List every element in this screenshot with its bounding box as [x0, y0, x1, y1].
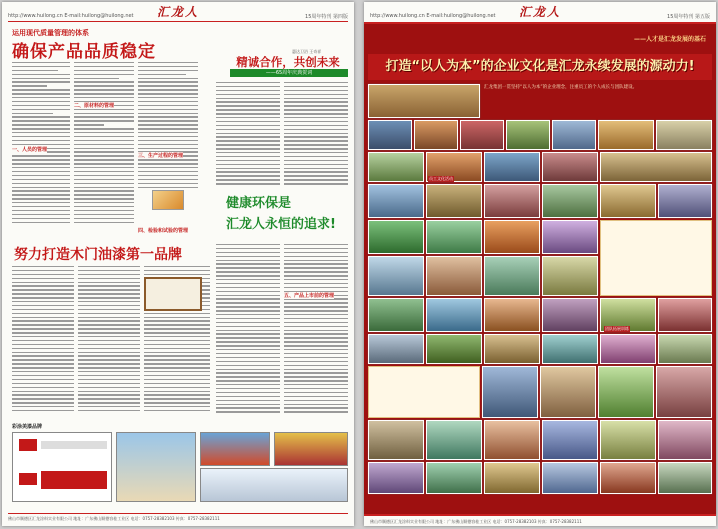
photo-45 — [426, 420, 482, 460]
article-green-body-a — [216, 244, 280, 416]
photo-6 — [552, 120, 596, 150]
photo-55 — [658, 462, 712, 494]
photo-11 — [484, 152, 540, 182]
article-quality-body-b — [74, 62, 134, 227]
headline-door-paint: 努力打造木门油漆第一品牌 — [14, 247, 182, 263]
photo-20 — [368, 220, 424, 254]
ad-logo-mark-1 — [19, 439, 37, 451]
photo-48 — [600, 420, 656, 460]
photo-34 — [368, 334, 424, 364]
photo-21 — [426, 220, 482, 254]
right-header — [364, 2, 716, 24]
photo-40 — [482, 366, 538, 418]
photo-46 — [484, 420, 540, 460]
photo-4 — [460, 120, 504, 150]
right-page — [364, 2, 716, 526]
headline-cooperation: 精诚合作，共创未来 — [236, 55, 340, 69]
left-header-meta: 15周年特刊 第四版 — [305, 14, 348, 20]
photo-25 — [426, 256, 482, 296]
photo-35 — [426, 334, 482, 364]
photo-52 — [484, 462, 540, 494]
left-header — [8, 5, 348, 22]
photo-19 — [658, 184, 712, 218]
photo-41 — [540, 366, 596, 418]
headline-culture: 打造“以人为本”的企业文化是汇龙永续发展的源动力! — [368, 54, 712, 80]
photo-36 — [484, 334, 540, 364]
ad-shop-front — [274, 432, 348, 466]
photo-3 — [414, 120, 458, 150]
left-footer: 佛山市顺德区汇龙涂料实业有限公司 地址：广东佛山顺德容桂工业区 电话：0757-28382103 传真：0757-28382111 — [8, 513, 348, 522]
green-headline-line2: 汇龙人永恒的追求! — [226, 217, 336, 232]
right-header-url: http://www.huilong.cn E-mail:huilong@huilong.net — [370, 13, 496, 19]
photo-caption-2: 团队拓展训练 — [605, 326, 629, 331]
section-1: 一、人员的管理 — [12, 147, 48, 153]
photo-44 — [368, 420, 424, 460]
right-header-meta: 15周年特刊 第五版 — [667, 14, 710, 20]
left-page — [2, 2, 354, 526]
photo-43 — [656, 366, 712, 418]
photo-15 — [426, 184, 482, 218]
photo-53 — [542, 462, 598, 494]
photo-50 — [368, 462, 424, 494]
photo-16 — [484, 184, 540, 218]
ad-billboard — [200, 432, 270, 466]
photo-caption-1: 员工文化活动 — [429, 176, 453, 181]
photo-42 — [598, 366, 654, 418]
ad-store-photo — [116, 432, 196, 502]
photo-18 — [600, 184, 656, 218]
article-door-body-a — [12, 266, 74, 416]
notice-box-1 — [600, 220, 712, 296]
notice-box-2 — [368, 366, 480, 418]
photo-5 — [506, 120, 550, 150]
side-tag: 惠达卫浴 王奇祥 — [292, 49, 322, 54]
photo-2 — [368, 120, 412, 150]
photo-47 — [542, 420, 598, 460]
photo-grid — [368, 84, 712, 504]
article-quality-body-c — [138, 62, 198, 192]
subhead-cooperation: ——65周年庆典贺词 — [230, 69, 348, 77]
ad-label: 彩涂美漆品牌 — [12, 424, 43, 430]
banner-top: ——人才是汇龙发展的基石 — [633, 36, 706, 43]
section-5: 五、产品上市前的管理 — [284, 293, 335, 299]
kicker: 运用现代质量管理的体系 — [12, 29, 89, 37]
photo-27 — [542, 256, 598, 296]
photo-31 — [542, 298, 598, 332]
photo-12 — [542, 152, 598, 182]
photo-30 — [484, 298, 540, 332]
photo-38 — [600, 334, 656, 364]
section-2: 二、原材料的管理 — [74, 103, 115, 109]
green-headline-box — [220, 192, 350, 238]
section-3: 三、生产过程的管理 — [138, 153, 184, 159]
article-door-body-b — [78, 266, 140, 416]
left-header-url: http://www.huilong.cn E-mail:huilong@huilong.net — [8, 13, 134, 19]
photo-9 — [368, 152, 424, 182]
photo-51 — [426, 462, 482, 494]
photo-24 — [368, 256, 424, 296]
ad-logo-bar-1 — [41, 441, 107, 449]
article-green-body-b — [284, 244, 348, 416]
photo-29 — [426, 298, 482, 332]
ad-truck — [200, 468, 348, 502]
photo-33 — [658, 298, 712, 332]
photo-22 — [484, 220, 540, 254]
photo-49 — [658, 420, 712, 460]
photo-54 — [600, 462, 656, 494]
green-headline-line1: 健康环保是 — [226, 196, 292, 211]
article-cooperation-body-b — [284, 82, 348, 188]
article-cooperation-body-a — [216, 82, 280, 188]
product-photo — [152, 190, 184, 210]
ad-logo-bar-2 — [41, 471, 107, 489]
headline-quality: 确保产品品质稳定 — [12, 42, 156, 62]
culture-text: 汇龙集团一贯坚持“以人为本”的企业理念，注重员工的个人成长与团队建设。 — [484, 85, 638, 90]
photo-26 — [484, 256, 540, 296]
photo-17 — [542, 184, 598, 218]
photo-39 — [658, 334, 712, 364]
right-footer: 佛山市顺德区汇龙涂料实业有限公司 地址：广东佛山顺德容桂工业区 电话：0757-28382103 传真：0757-28382111 — [364, 514, 716, 526]
photo-7 — [598, 120, 654, 150]
photo-37 — [542, 334, 598, 364]
certificate-photo — [144, 277, 202, 311]
left-header-logo: 汇龙人 — [156, 5, 200, 19]
photo-14 — [368, 184, 424, 218]
photo-1 — [368, 84, 480, 118]
ad-logo-block — [12, 432, 112, 502]
right-header-logo: 汇龙人 — [518, 5, 562, 19]
photo-13 — [600, 152, 712, 182]
ad-logo-mark-2 — [19, 473, 37, 485]
photo-28 — [368, 298, 424, 332]
section-4: 四、检验和试验的管理 — [138, 228, 189, 234]
photo-23 — [542, 220, 598, 254]
article-quality-body-a — [12, 62, 70, 227]
photo-8 — [656, 120, 712, 150]
